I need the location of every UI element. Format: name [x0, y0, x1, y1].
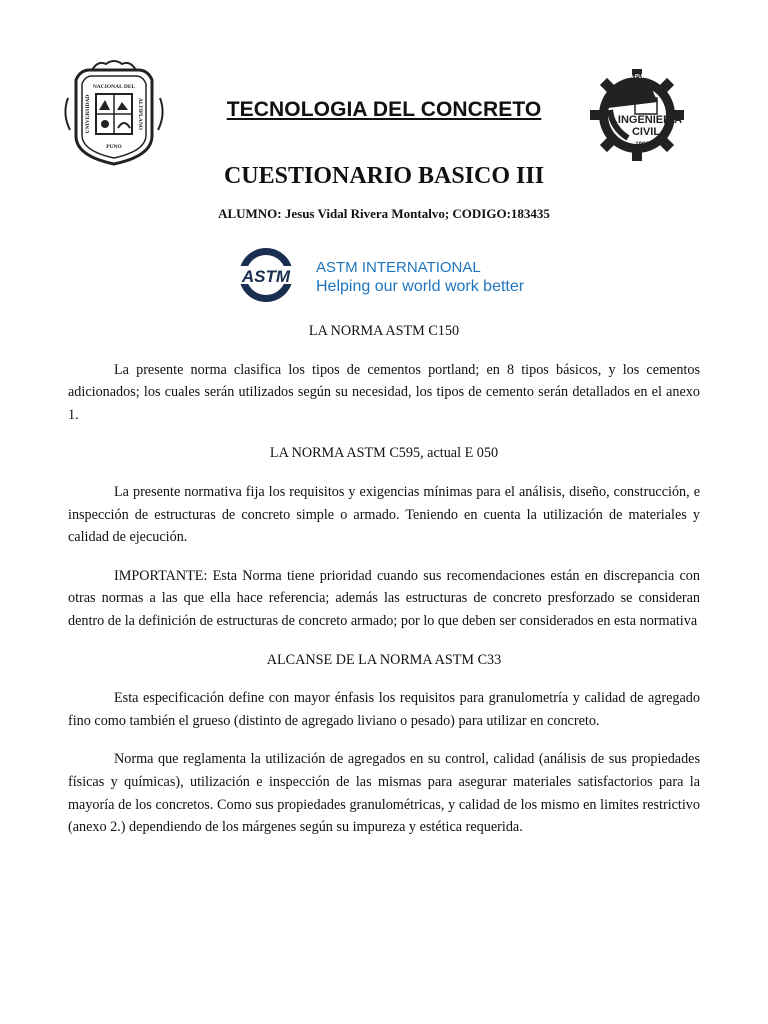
paragraph: Esta especificación define con mayor énfasis los requisitos para granulometría y calidad de agregado fino como también el grueso (distinto de agregado liviano o pesado) para utilizar en concreto. [68, 690, 700, 729]
paragraph: La presente normativa fija los requisitos y exigencias mínimas para el análisis, diseño, construcción, e inspección de estructuras de concreto simple o armado. Teniendo en cuenta la utilización de materiales y calidad de ejecución. [68, 483, 700, 546]
paragraph: La presente norma clasifica los tipos de cementos portland; en 8 tipos básicos, y los cementos adicionados; los cuales serán utilizados según su necesidad, los tipos de cemento serán detallados en el anexo 1. [68, 361, 700, 423]
paragraph: Norma que reglamenta la utilización de agregados en su control, calidad (análisis de sus propiedades físicas y químicas), utilización e inspección de las mismas para asegurar materiales satisfactorios para la mayoría de los concretos. Como sus propiedades granulométricas, y calidad de los mismo en limites restrictivo (anexo 2.) dependiendo de los márgenes según su impureza y estética requerida. [68, 751, 700, 836]
section-heading: LA NORMA ASTM C150 [308, 323, 460, 339]
document-title: CUESTIONARIO BASICO III [223, 163, 545, 189]
crest-text-top: NACIONAL DEL [92, 84, 136, 90]
course-title: TECNOLOGIA DEL CONCRETO [226, 98, 542, 121]
astm-mark: ASTM [241, 267, 291, 286]
astm-wordmark [316, 259, 524, 297]
crest-text-right: ALTIPLANO [137, 97, 143, 131]
astm-tagline: Helping our world work better [316, 278, 525, 295]
gear-text-civil: CIVIL [631, 126, 661, 138]
paragraph: IMPORTANTE: Esta Norma tiene prioridad cuando sus recomendaciones están en discrepancia con otras normas a las que ella hace referencia; además las estructuras de concreto presforzado se consideran dentro de la definición de estructuras de concreto armado; por lo que deben ser considerados en esta normativa [68, 567, 700, 629]
gear-text-year: 1991 [635, 142, 649, 148]
gear-text-top: UNA-PUNO [622, 74, 650, 80]
astm-logo-icon [232, 245, 304, 305]
section-heading: ALCANSE DE LA NORMA ASTM C33 [266, 651, 502, 668]
astm-name: ASTM INTERNATIONAL [316, 259, 481, 276]
gear-text-ingenieria: INGENIERÍA [617, 114, 683, 126]
document-body [68, 320, 700, 855]
crest-text-bottom: PUNO [106, 144, 122, 150]
engineering-gear-helmet-icon [588, 68, 686, 162]
crest-text-left: UNIVERSIDAD [85, 94, 91, 134]
section-heading: LA NORMA ASTM C595, actual E 050 [269, 445, 499, 462]
student-line: ALUMNO: Jesus Vidal Rivera Montalvo; CODIGO:183435 [218, 206, 550, 221]
